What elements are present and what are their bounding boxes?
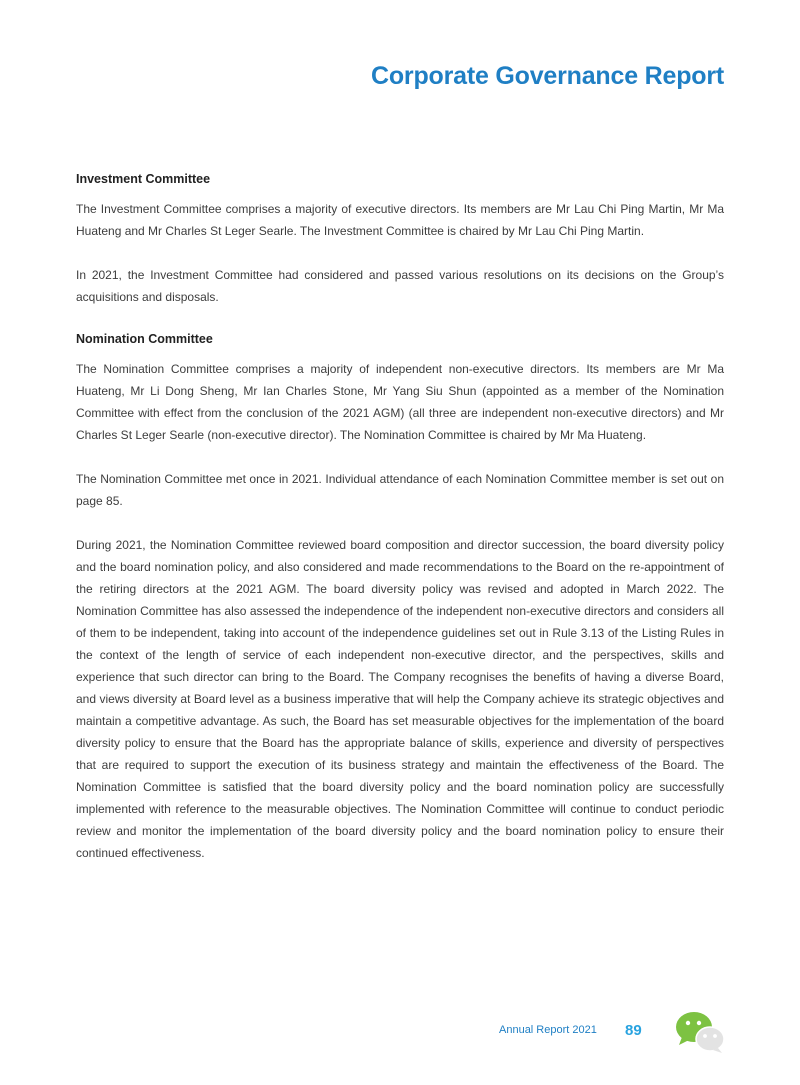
paragraph: In 2021, the Investment Committee had considered and passed various resolutions on its decisions on the Group’s acquisitions and disposals. (76, 268, 724, 304)
paragraph: The Nomination Committee comprises a majority of independent non-executive directors. Its members are Mr Ma Huateng, Mr Li Dong Sheng, Mr Ian Charles Stone, Mr Yang Siu Shun (appointed as a member of the Nomination Committee with effect from the conclusion of the 2021 AGM) (all three are independent non-executive directors) and Mr Charles St Leger Searle (non-executive director). The Nomination Committee is chaired by Mr Ma Huateng. (76, 362, 724, 442)
document-body (76, 170, 724, 886)
nomination-committee-section (76, 330, 724, 864)
page-title: Corporate Governance Report (370, 62, 724, 90)
section-heading-investment-committee: Investment Committee (76, 172, 211, 186)
paragraph: During 2021, the Nomination Committee reviewed board composition and director succession, the board diversity policy and the board nomination policy, and also considered and made recommendations to the Board on the re-appointment of the retiring directors at the 2021 AGM. The board diversity policy was revised and adopted in March 2022. The Nomination Committee has also assessed the independence of the independent non-executive directors and considers all of them to be independent, taking into account of the independence guidelines set out in Rule 3.13 of the Listing Rules in the context of the length of service of each independent non-executive director, and the perspectives, skills and experience that such director can bring to the Board. The Company recognises the benefits of having a diverse Board, and views diversity at Board level as a business imperative that will help the Company achieve its strategic objectives and maintain a competitive advantage. As such, the Board has set measurable objectives for the implementation of the board diversity policy to ensure that the Board has the appropriate balance of skills, experience and diversity of perspectives that are required to support the execution of its business strategy and maintain the effectiveness of the Board. The Nomination Committee is satisfied that the board diversity policy and the board nomination policy are successfully implemented with reference to the measurable objectives. The Nomination Committee will continue to conduct periodic review and monitor the implementation of the board diversity policy and the board nomination policy to ensure their continued effectiveness. (76, 538, 724, 860)
wechat-logo-icon (674, 1010, 726, 1054)
section-heading-nomination-committee: Nomination Committee (76, 332, 213, 346)
investment-committee-section (76, 170, 724, 308)
paragraph: The Nomination Committee met once in 2021. Individual attendance of each Nomination Committee member is set out on page 85. (76, 472, 724, 508)
page-number: 89 (625, 1022, 642, 1039)
footer-report-label: Annual Report 2021 (499, 1024, 597, 1036)
paragraph: The Investment Committee comprises a majority of executive directors. Its members are Mr Lau Chi Ping Martin, Mr Ma Huateng and Mr Charles St Leger Searle. The Investment Committee is chaired by Mr Lau Chi Ping Martin. (76, 202, 724, 238)
